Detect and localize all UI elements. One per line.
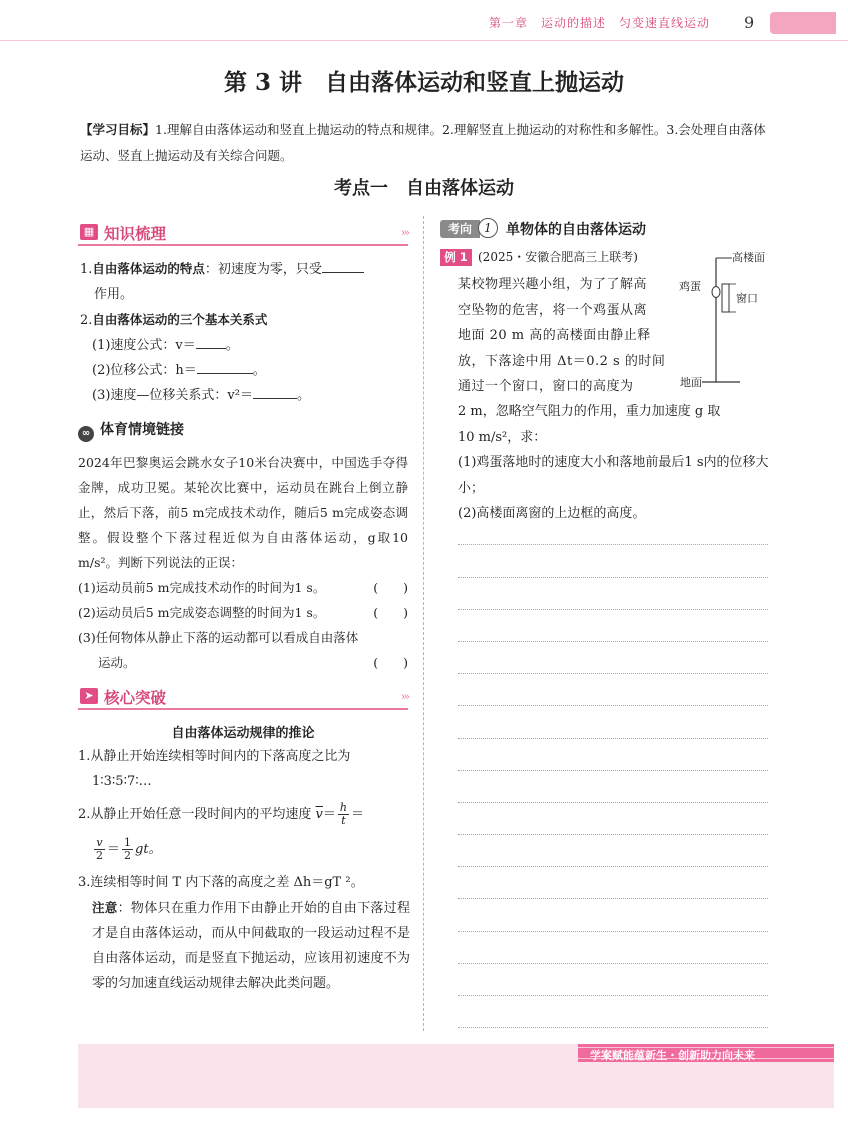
answer-line[interactable] — [458, 995, 768, 996]
header-tab — [770, 12, 836, 34]
knowledge-item-1: 1.自由落体运动的特点：初速度为零，只受 — [80, 256, 410, 282]
core-subtitle: 自由落体运动规律的推论 — [171, 726, 315, 741]
label-ground: 地面 — [680, 376, 702, 389]
knowledge-item-1-cont: 作用。 — [94, 287, 134, 302]
fraction-v-over-2: $\frac{v}{2}$ — [96, 836, 103, 862]
answer-paren[interactable]: ( ) — [373, 655, 408, 670]
answer-paren[interactable]: ( ) — [373, 580, 408, 595]
column-divider — [423, 216, 424, 1031]
example-source: (2025・安徽合肥高三上联考) — [478, 250, 638, 264]
chevrons-icon: ››› — [400, 690, 408, 703]
statement-2: (2)运动员后5 m完成姿态调整的时间为1 s。 ( ) — [78, 600, 408, 625]
sports-link-header — [78, 419, 184, 442]
example-tag: 例 1 — [440, 249, 472, 266]
answer-line[interactable] — [458, 609, 768, 610]
core-list — [78, 744, 410, 996]
blank-field[interactable] — [197, 359, 253, 374]
knowledge-list — [80, 256, 410, 408]
answer-line[interactable] — [458, 641, 768, 642]
label-egg: 鸡蛋 — [679, 280, 701, 293]
example-line: 地面 20 m 高的高楼面由静止释 — [458, 328, 651, 343]
sports-statements — [78, 575, 408, 675]
book-icon: ▦ — [80, 224, 98, 240]
answer-line[interactable] — [458, 770, 768, 771]
goal-label: 【学习目标】 — [80, 122, 156, 137]
sports-link-title: 体育情境链接 — [100, 422, 184, 438]
chapter-header: 第一章 运动的描述 匀变速直线运动 — [488, 16, 710, 30]
core-item-2: 2.从静止开始任意一段时间内的平均速度 $\overline{v}=$ $\frac{h}{t}$ ＝ — [78, 801, 365, 827]
answer-line[interactable] — [458, 866, 768, 867]
knowledge-banner — [78, 222, 408, 246]
core-item-2-formula: $\frac{v}{2}$ ＝ $\frac{1}{2}$ gt。 — [96, 836, 162, 862]
goal-text: 1.理解自由落体运动和竖直上抛运动的特点和规律。2.理解竖直上抛运动的对称性和多解性。3.会处理自由落体运动、竖直上抛运动及有关综合问题。 — [80, 122, 766, 163]
fraction-h-over-t: $\frac{h}{t}$ — [339, 801, 348, 827]
formula-displacement: (2)位移公式：h＝ 。 — [80, 358, 410, 383]
core-banner-label: 核心突破 — [104, 689, 167, 707]
answer-line[interactable] — [458, 898, 768, 899]
answer-line[interactable] — [458, 738, 768, 739]
kaoxiang-tag: 考向 — [440, 220, 480, 238]
statement-3-cont: 运动。 ( ) — [78, 650, 408, 675]
answer-line[interactable] — [458, 963, 768, 964]
header-divider — [0, 40, 848, 41]
link-icon: ∞ — [78, 426, 94, 442]
answer-line[interactable] — [458, 577, 768, 578]
label-roof: 高楼面 — [732, 251, 765, 264]
building-window-figure — [676, 248, 772, 390]
answer-line[interactable] — [458, 1027, 768, 1028]
kaoxiang-title: 单物体的自由落体运动 — [506, 222, 646, 238]
formula-velocity-displacement: (3)速度—位移关系式：v²＝ 。 — [80, 383, 410, 408]
answer-line[interactable] — [458, 802, 768, 803]
statement-3: (3)任何物体从静止下落的运动都可以看成自由落体 — [78, 630, 359, 645]
lecture-title: 第 3 讲 自由落体运动和竖直上抛运动 — [223, 69, 625, 96]
question-1: (1)鸡蛋落地时的速度大小和落地前最后1 s内的位移大小； — [458, 455, 769, 496]
example-line: 空坠物的危害，将一个鸡蛋从离 — [458, 302, 648, 318]
page-number: 9 — [744, 13, 755, 32]
blank-field[interactable] — [322, 258, 364, 273]
example-line: 通过一个窗口，窗口的高度为 — [458, 379, 634, 394]
blank-field[interactable] — [196, 334, 226, 349]
formula-velocity: (1)速度公式：v＝ 。 — [80, 333, 410, 358]
sports-paragraph: 2024年巴黎奥运会跳水女子10米台决赛中，中国选手夺得金牌，成功卫冕。某轮次比赛中，运动员在跳台上倒立静止，然后下落，前5 m完成技术动作，随后5 m完成姿态调整。假设整个下落过程近似为自由落体运动，g取10 m/s²。判断下列说法的正误： — [78, 455, 408, 570]
answer-line[interactable] — [458, 834, 768, 835]
knowledge-banner-label: 知识梳理 — [104, 225, 167, 243]
core-note: 注意：物体只在重力作用下由静止开始的自由下落过程才是自由落体运动，而从中间截取的一段运动过程不是自由落体运动，而是竖直下抛运动，应该用初速度不为零的匀加速直线运动规律去解决此类问题。 — [92, 900, 410, 991]
blank-field[interactable] — [253, 384, 297, 399]
answer-line[interactable] — [458, 673, 768, 674]
fraction-1-over-2: $\frac{1}{2}$ — [124, 836, 132, 862]
example-line: 2 m，忽略空气阻力的作用，重力加速度 g 取 — [458, 404, 721, 419]
learning-goals — [80, 117, 770, 169]
kaoxiang-number: 1 — [478, 218, 498, 238]
window-shape — [722, 284, 729, 312]
core-item-1-ratio: 1∶3∶5∶7∶… — [92, 774, 152, 789]
chevrons-icon: ››› — [400, 226, 408, 239]
example-line: 10 m/s²，求： — [458, 429, 547, 445]
egg-icon — [712, 287, 720, 298]
answer-line[interactable] — [458, 931, 768, 932]
core-icon: ➤ — [80, 688, 98, 704]
example-text-wrapped — [458, 272, 673, 400]
statement-1: (1)运动员前5 m完成技术动作的时间为1 s。 ( ) — [78, 575, 408, 600]
answer-line[interactable] — [458, 544, 768, 545]
core-item-3: 3.连续相等时间 T 内下落的高度之差 Δh＝gT ²。 — [78, 875, 364, 890]
footer-slogan: 学案赋能蕴新生・创新助力向未来 — [590, 1049, 755, 1062]
question-2: (2)高楼面离窗的上边框的高度。 — [458, 506, 646, 521]
section-title: 考点一 自由落体运动 — [334, 178, 514, 199]
core-banner — [78, 686, 408, 710]
label-window: 窗口 — [736, 292, 758, 305]
knowledge-item-2: 2.自由落体运动的三个基本关系式 — [80, 312, 268, 328]
example-line: 放，下落途中用 Δt＝0.2 s 的时间 — [458, 353, 666, 369]
example-line: 某校物理兴趣小组，为了了解高 — [458, 277, 648, 292]
core-item-1: 1.从静止开始连续相等时间内的下落高度之比为 — [78, 749, 351, 764]
answer-line[interactable] — [458, 705, 768, 706]
example-text-full — [458, 399, 770, 527]
answer-paren[interactable]: ( ) — [373, 605, 408, 620]
